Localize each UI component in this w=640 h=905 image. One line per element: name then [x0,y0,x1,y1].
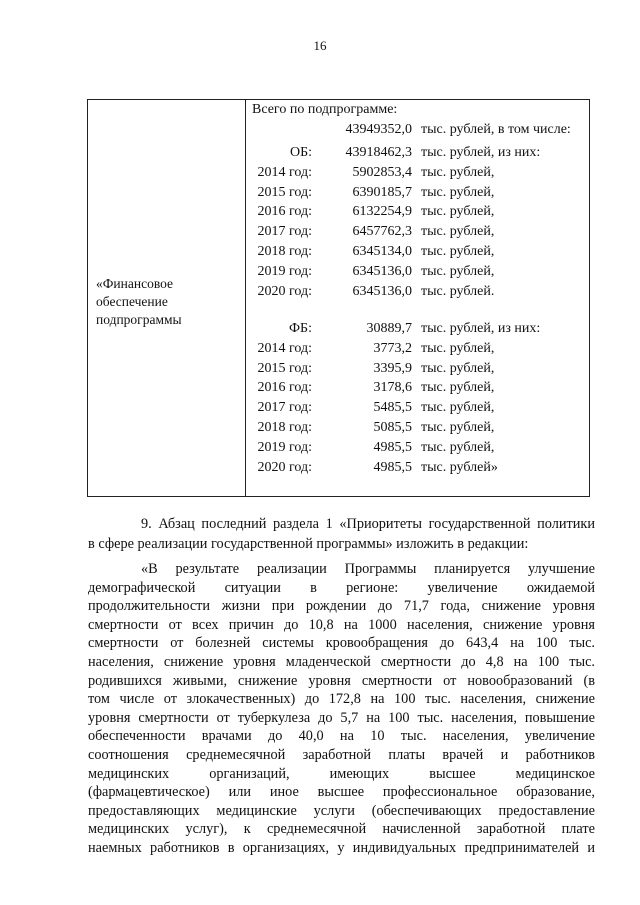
quote-line: «В результате реализации Программы планируется улучшение [141,561,595,577]
left-label-line: подпрограммы [96,312,182,327]
year-value: 6345136,0 [352,263,412,279]
fb-value: 30889,7 [366,321,412,336]
quote-line: уровня смертности от туберкулеза до 5,7 на 100 тыс. населения, повышение [88,709,595,726]
year-value: 6457762,3 [352,224,412,240]
quote-line: обеспеченности врачами до 40,0 на 10 тыс. населения, увеличение [88,728,595,745]
year-label: 2014 год: [257,164,312,180]
quote-line: демографической ситуации в регионе: увеличение ожидаемой [88,579,595,596]
left-label-line: «Финансовое [96,276,174,291]
year-label: 2015 год: [257,184,312,200]
year-label: 2020 год: [257,459,312,475]
year-value: 4985,5 [373,439,412,455]
year-value: 3178,6 [373,380,412,396]
year-value: 5485,5 [373,400,412,416]
total-value: 43949352,0 [345,122,412,137]
fb-label: ФБ: [289,321,312,336]
quote-line: предоставляющих медицинские услуги (обеспечивающих предоставление [88,802,595,819]
year-label: 2014 год: [257,340,312,356]
table-left-label [96,275,182,329]
year-unit: тыс. рублей, [421,340,495,356]
total-unit: тыс. рублей, в том числе: [421,122,571,137]
year-label: 2017 год: [257,224,312,240]
quote-line: наемных работников в организациях, у индивидуальных предпринимателей и [88,840,595,856]
year-value: 3395,9 [373,360,412,376]
year-label: 2018 год: [257,420,312,435]
ob-unit: тыс. рублей, из них: [421,145,541,160]
year-unit: тыс. рублей, [421,400,495,416]
year-value: 6390185,7 [352,184,412,200]
year-unit: тыс. рублей, [421,263,495,279]
year-value: 6132254,9 [352,204,412,220]
quote-line: соотношения среднемесячной заработной платы врачей и работников [88,747,595,763]
year-value: 5085,5 [373,420,412,435]
quote-line: смертности от болезней системы кровообращения до 643,4 на 100 тыс. [88,635,595,652]
year-unit: тыс. рублей, [421,204,495,220]
year-label: 2019 год: [257,263,312,279]
paragraph-9-line: в сфере реализации государственной программы» изложить в редакции: [88,535,529,552]
year-label: 2017 год: [257,400,312,416]
year-value: 5902853,4 [352,164,412,180]
total-header: Всего по подпрограмме: [252,102,398,117]
paragraph-9-line: 9. Абзац последний раздела 1 «Приоритеты государственной политики [141,516,595,532]
year-unit: тыс. рублей, [421,224,495,240]
year-unit: тыс. рублей, [421,184,495,200]
year-label: 2016 год: [257,204,312,220]
year-label: 2018 год: [257,244,312,259]
quote-line: родившихся живыми, снижение уровня смертности от новообразований (в [88,672,595,689]
year-label: 2015 год: [257,360,312,376]
year-value: 3773,2 [373,340,412,356]
quote-line: медицинских организаций, имеющих высшее медицинское [88,765,595,782]
quote-line: населения, снижение уровня младенческой смертности до 4,8 на 100 тыс. [88,654,595,670]
ob-value: 43918462,3 [345,145,412,160]
year-unit: тыс. рублей, [421,164,495,180]
year-label: 2016 год: [257,380,312,396]
year-unit: тыс. рублей, [421,380,495,396]
year-unit: тыс. рублей, [421,439,495,455]
quote-line: (фармацевтическое) или иное высшее профессиональное образование, [88,784,595,801]
fb-unit: тыс. рублей, из них: [421,321,541,336]
financing-table [87,99,590,497]
year-value: 4985,5 [373,459,412,475]
left-label-line: обеспечение [96,294,168,309]
year-unit: тыс. рублей. [421,283,495,299]
quote-line: медицинских услуг), к среднемесячной начисленной заработной плате [88,821,595,838]
page-number: 16 [313,38,327,53]
quote-line: смертности от всех причин до 10,8 на 1000 населения, снижение уровня [88,616,595,633]
ob-label: ОБ: [289,145,312,160]
year-label: 2020 год: [257,283,312,299]
year-unit: тыс. рублей, [421,244,495,259]
year-label: 2019 год: [257,439,312,455]
year-value: 6345134,0 [352,244,412,259]
year-unit: тыс. рублей» [421,459,498,475]
year-unit: тыс. рублей, [421,420,495,435]
year-unit: тыс. рублей, [421,360,495,376]
quote-line: том числе от злокачественных) до 172,8 на 100 тыс. населения, снижение [88,691,595,708]
quote-line: продолжительности жизни при рождении до 71,7 года, снижение уровня [88,598,595,615]
year-value: 6345136,0 [352,283,412,299]
